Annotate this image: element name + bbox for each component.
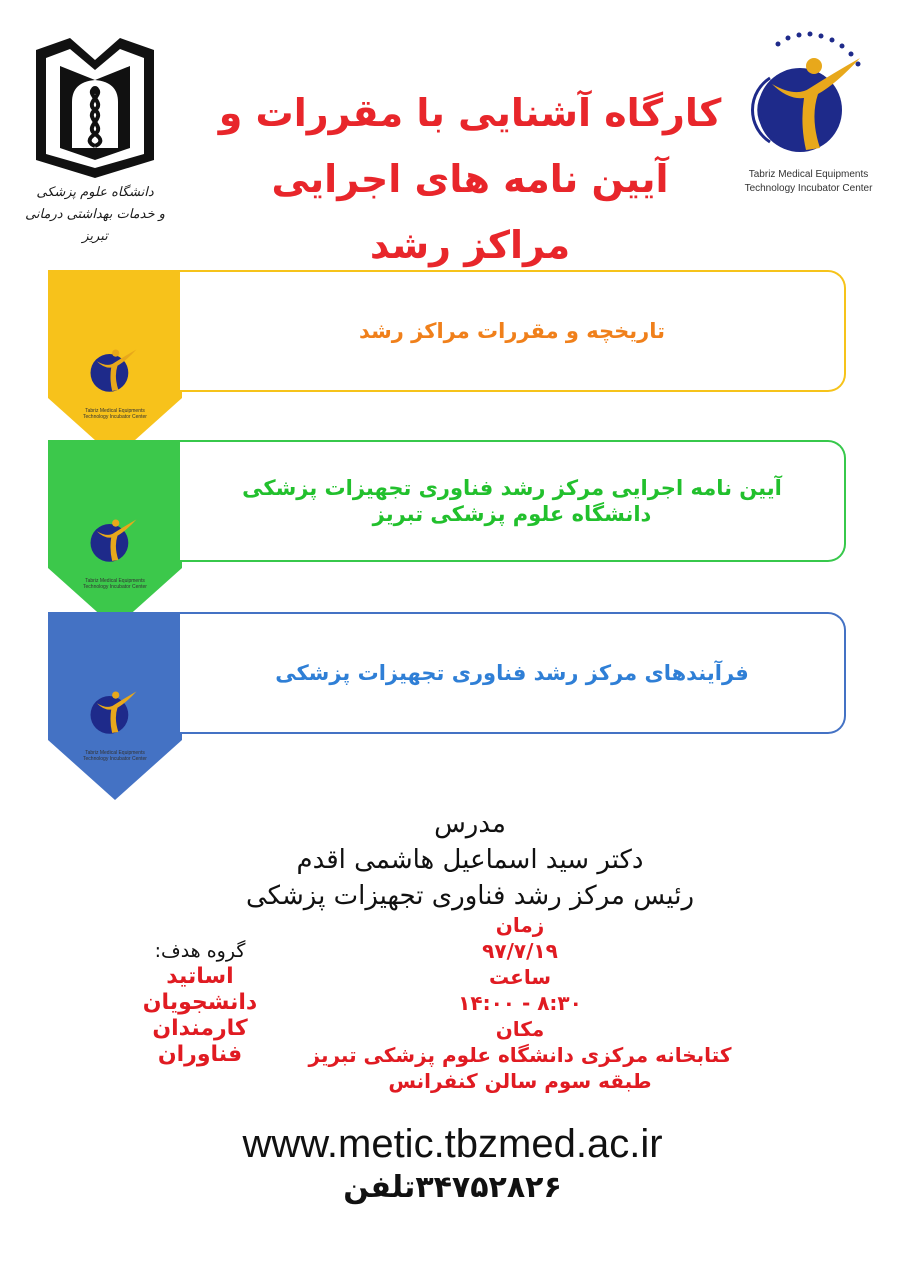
chevron-caption-3 [48,750,182,762]
page-title [210,80,730,278]
chevron-caption-3-line1: Tabriz Medical Equipments [85,750,145,756]
teacher-label: مدرس [434,809,506,839]
incubator-logo [748,28,866,156]
chevron-caption-2 [48,578,182,590]
agenda-item-2-line2: دانشگاه علوم پزشکی تبریز [372,502,652,526]
chevron-caption-2-line1: Tabriz Medical Equipments [85,578,145,584]
agenda-card-2 [180,440,846,562]
agenda-card-3 [180,612,846,734]
university-name-line2: و خدمات بهداشتی درمانی تبریز [25,207,165,244]
title-line2: آیین نامه های اجرایی [271,157,669,201]
incubator-name-line2: Technology Incubator Center [744,183,873,194]
agenda-chevron-3 [48,612,182,800]
agenda-chevron-2 [48,440,182,628]
phone-number: ۳۴۷۵۲۸۲۶تلفن [343,1170,562,1205]
place-label: مکان [495,1017,545,1041]
title-line3: مراکز رشد [369,223,571,267]
university-emblem-icon [32,30,158,180]
target-group-title: گروه هدف: [154,940,246,962]
university-name [20,182,170,248]
chevron-caption-2-line2: Technology Incubator Center [83,584,147,590]
incubator-name [736,168,881,196]
teacher-position: رئیس مرکز رشد فناوری تجهیزات پزشکی [245,881,695,911]
place-line1: کتابخانه مرکزی دانشگاه علوم پزشکی تبریز [308,1043,732,1067]
agenda-item-2 [242,475,782,527]
title-line1: کارگاه آشنایی با مقررات و [218,91,722,135]
university-name-line1: دانشگاه علوم پزشکی [36,185,154,200]
agenda-chevron-1 [48,270,182,458]
agenda-item-3: فرآیندهای مرکز رشد فناوری تجهیزات پزشکی [275,661,749,685]
agenda-item-2-line1: آیین نامه اجرایی مرکز رشد فناوری تجهیزات پزشکی [242,476,782,500]
university-logo [32,30,158,180]
schedule-section [280,912,760,1094]
teacher-section [150,806,790,914]
target-group-item: کارمندان [152,1016,248,1041]
incubator-name-line1: Tabriz Medical Equipments [748,169,869,180]
time-value: ۸:۳۰ - ۱۴:۰۰ [458,991,582,1015]
agenda-card-1 [180,270,846,392]
incubator-emblem-icon [748,28,866,156]
time-label: ساعت [488,965,551,989]
target-group-item: دانشجویان [142,990,258,1015]
date-label: زمان [495,913,545,937]
chevron-caption-1-line2: Technology Incubator Center [83,414,147,420]
chevron-caption-1 [48,408,182,420]
place-line2: طبقه سوم سالن کنفرانس [388,1069,652,1093]
agenda-item-1: تاریخچه و مقررات مراکز رشد [358,319,666,343]
target-group [130,938,270,1068]
target-group-item: اساتید [166,964,234,989]
chevron-caption-1-line1: Tabriz Medical Equipments [85,408,145,414]
chevron-caption-3-line2: Technology Incubator Center [83,756,147,762]
target-group-item: فناوران [157,1042,243,1067]
date-value: ۹۷/۷/۱۹ [482,939,558,963]
website-link[interactable]: www.metic.tbzmed.ac.ir [242,1122,663,1166]
teacher-name: دکتر سید اسماعیل هاشمی اقدم [296,845,644,875]
